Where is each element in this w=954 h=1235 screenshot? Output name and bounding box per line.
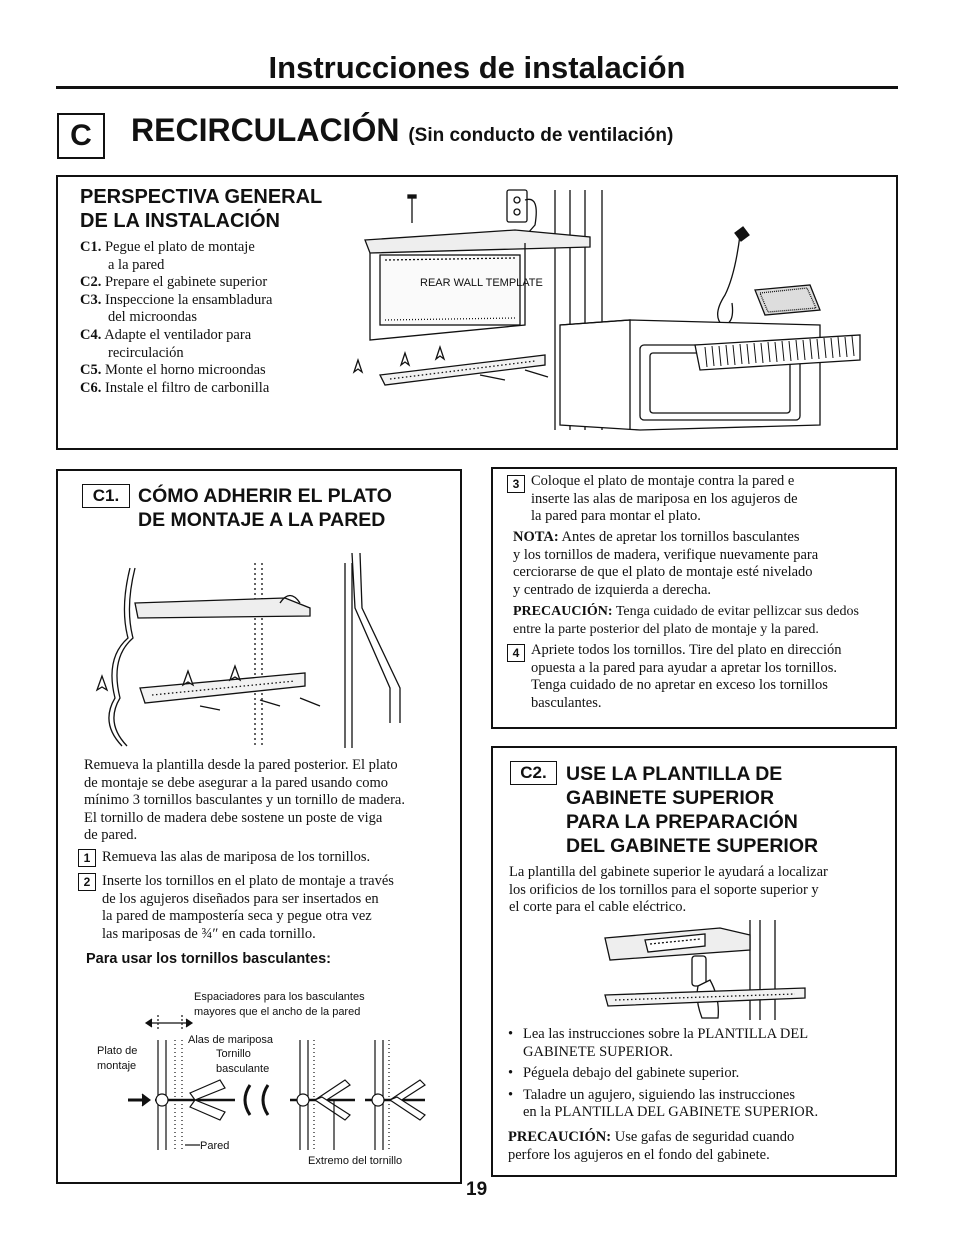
step-2-badge: 2: [78, 873, 96, 891]
c1-heading: [138, 484, 392, 532]
bullet-line: Péguela debajo del gabinete superior.: [523, 1065, 740, 1081]
note-text: [513, 529, 818, 599]
overview-steps-list: [80, 239, 272, 397]
wall-label: Pared: [200, 1140, 230, 1152]
caution-text-2: [508, 1129, 794, 1164]
step-text: Prepare el gabinete superior: [104, 274, 268, 291]
overview-heading: [80, 185, 322, 233]
caution-text-1: [513, 603, 859, 638]
spacers-label-line2: mayores que el ancho de la pared: [194, 1006, 361, 1018]
step-3-line: la pared para montar el plato.: [531, 508, 701, 524]
c1-intro-line: de pared.: [84, 827, 138, 843]
cabinet-template-illustration: [600, 920, 810, 1020]
step-2-text: [102, 873, 394, 943]
step-number: C5.: [80, 362, 102, 379]
caution-line: entre la parte posterior del plato de montaje y la pared.: [513, 621, 819, 637]
bolt-end-label: Extremo del tornillo: [308, 1155, 403, 1167]
list-item: [80, 239, 272, 274]
list-item: [80, 327, 272, 362]
c2-heading-line: DEL GABINETE SUPERIOR: [566, 835, 819, 857]
spacers-label-line1: Espaciadores para los basculantes: [194, 991, 365, 1003]
c2-heading-line: USE LA PLANTILLA DE: [566, 763, 783, 785]
c2-bullet-list: [508, 1026, 888, 1122]
step-2-line: de los agujeros diseñados para ser insertados en: [102, 890, 379, 907]
step-2-line: Inserte los tornillos en el plato de montaje a través: [102, 873, 394, 889]
bullet-line: Lea las instrucciones sobre la PLANTILLA DEL: [523, 1026, 809, 1042]
c2-intro-line: La plantilla del gabinete superior le ayudará a localizar: [509, 864, 828, 880]
step-4-line: opuesta a la pared para ayudar a apretar los tornillos.: [531, 659, 837, 676]
c1-heading-line2: DE MONTAJE A LA PARED: [138, 509, 386, 531]
c1-intro: [84, 757, 454, 845]
bullet-line: GABINETE SUPERIOR.: [523, 1043, 673, 1060]
bolt-label-line2: basculante: [216, 1063, 270, 1075]
section-title-main: RECIRCULACIÓN: [131, 112, 400, 148]
step-3-line: Coloque el plato de montaje contra la pared e: [531, 473, 795, 489]
step-4-line: Tenga cuidado de no apretar en exceso los tornillos: [531, 677, 828, 693]
step-3-text: [531, 473, 798, 526]
step-2-line: la pared de mampostería seca y pegue otra vez: [102, 908, 372, 924]
list-item: [508, 1065, 888, 1083]
wings-label: Alas de mariposa: [188, 1034, 273, 1046]
list-item: [80, 380, 272, 398]
step-text: Adapte el ventilador para: [104, 326, 252, 343]
step-4-line: Apriete todos los tornillos. Tire del plato en dirección: [531, 642, 842, 658]
step-4-text: [531, 642, 842, 712]
note-line: cerciorarse de que el plato de montaje esté nivelado: [513, 564, 813, 580]
step-4-badge: 4: [507, 644, 525, 662]
step-number: C6.: [80, 379, 102, 396]
c1-intro-line: Remueva la plantilla desde la pared posterior. El plato: [84, 757, 398, 773]
c2-heading-line: GABINETE SUPERIOR: [566, 787, 775, 809]
step-number: C1.: [80, 239, 102, 255]
bullet-line: en la PLANTILLA DEL GABINETE SUPERIOR.: [523, 1104, 819, 1120]
step-3-line: inserte las alas de mariposa en los agujeros de: [531, 490, 798, 507]
caution-line: perfore los agujeros en el fondo del gabinete.: [508, 1146, 770, 1163]
c1-intro-line: El tornillo de madera debe sostene un poste de viga: [84, 809, 383, 826]
title-rule: [56, 86, 898, 89]
step-text: Monte el horno microondas: [104, 362, 266, 379]
note-label: NOTA:: [513, 529, 559, 545]
template-label: REAR WALL TEMPLATE: [420, 277, 543, 289]
step-2-line: las mariposas de ¾″ en cada tornillo.: [102, 925, 316, 942]
step-4-line: basculantes.: [531, 694, 602, 711]
installation-overview-illustration: [340, 185, 880, 440]
c2-intro: [509, 864, 828, 917]
section-subtitle: (Sin conducto de ventilación): [408, 125, 674, 146]
step-1-text: Remueva las alas de mariposa de los tornillos.: [102, 849, 371, 865]
plate-label-line1: Plato de: [97, 1045, 138, 1057]
c1-tag: C1.: [82, 484, 130, 508]
step-text: Inspeccione la ensambladura: [104, 291, 273, 308]
caution-label: PRECAUCIÓN:: [513, 604, 613, 619]
step-3-badge: 3: [507, 475, 525, 493]
note-line: Antes de apretar los tornillos basculantes: [561, 529, 800, 545]
page-number: 19: [466, 1179, 488, 1200]
c2-intro-line: el corte para el cable eléctrico.: [509, 899, 687, 915]
step-number: C2.: [80, 274, 102, 291]
step-number: C4.: [80, 326, 102, 343]
step-number: C3.: [80, 291, 102, 308]
bolt-label-line1: Tornillo: [216, 1048, 251, 1060]
c2-heading-line: PARA LA PREPARACIÓN: [566, 811, 798, 833]
list-item: [508, 1026, 888, 1061]
list-item: [80, 274, 272, 292]
step-text-cont: a la pared: [108, 256, 165, 273]
step-1-badge: 1: [78, 849, 96, 867]
overview-heading-line2: DE LA INSTALACIÓN: [80, 210, 280, 232]
note-line: y los tornillos de madera, verifique nuevamente para: [513, 546, 819, 563]
caution-line: Tenga cuidado de evitar pellizcar sus dedos: [615, 604, 859, 619]
c1-heading-line1: CÓMO ADHERIR EL PLATO: [138, 485, 392, 507]
caution-line: Use gafas de seguridad cuando: [614, 1129, 795, 1145]
list-item: [80, 292, 272, 327]
c1-intro-line: mínimo 3 tornillos basculantes y un tornillo de madera.: [84, 792, 405, 808]
toggle-bolt-subheading: Para usar los tornillos basculantes:: [86, 951, 331, 967]
c2-tag: C2.: [510, 761, 557, 785]
step-text-cont: del microondas: [108, 309, 197, 326]
c1-intro-line: de montaje se debe asegurar a la pared usando como: [84, 774, 388, 791]
c2-intro-line: los orificios de los tornillos para el soporte superior y: [509, 881, 819, 898]
step-text-cont: recirculación: [108, 344, 184, 361]
page-title: Instrucciones de instalación: [268, 50, 686, 85]
list-item: [508, 1087, 888, 1122]
section-letter-badge: C: [57, 113, 105, 159]
c1-mounting-plate-illustration: [90, 548, 440, 748]
section-title: [131, 112, 673, 149]
toggle-bolt-diagram: [90, 985, 430, 1170]
bullet-line: Taladre un agujero, siguiendo las instrucciones: [523, 1086, 795, 1103]
plate-label-line2: montaje: [97, 1060, 137, 1072]
overview-heading-line1: PERSPECTIVA GENERAL: [80, 186, 323, 208]
list-item: [80, 362, 272, 380]
note-line: y centrado de izquierda a derecha.: [513, 581, 712, 598]
step-text: Instale el filtro de carbonilla: [104, 379, 270, 396]
c2-heading: [566, 762, 818, 858]
caution-label: PRECAUCIÓN:: [508, 1129, 612, 1145]
step-text: Pegue el plato de montaje: [104, 239, 255, 255]
c2-bullets: [508, 1026, 888, 1126]
